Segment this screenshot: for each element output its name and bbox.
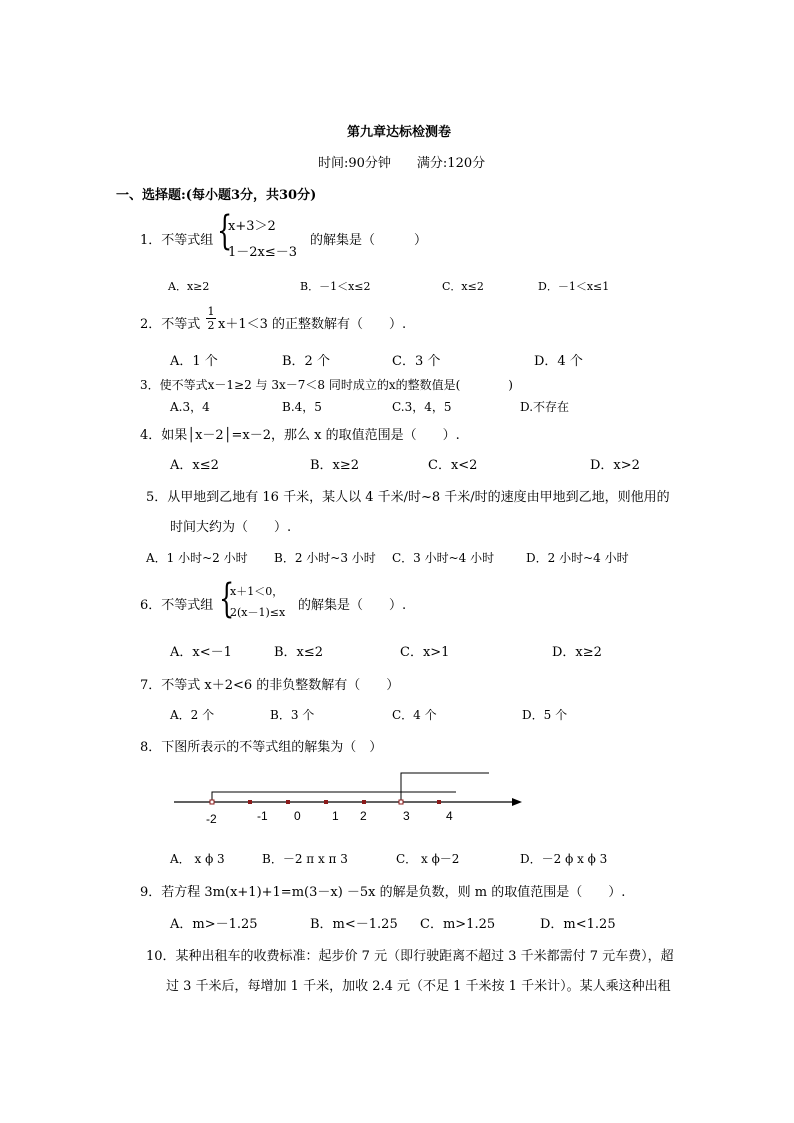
question-text: 1．不等式组 (140, 233, 214, 248)
question-text: 的解集是（ ）. (298, 598, 407, 613)
option-a[interactable]: A．x<－1 (170, 645, 232, 660)
inequality-line: 1－2x≤－3 (228, 245, 298, 260)
question-text: 7．不等式 x＋2<6 的非负整数解有（ ） (140, 678, 400, 693)
question-text: 时间大约为（ ）. (170, 520, 292, 535)
question-text: 9．若方程 3m(x+1)+1=m(3－x) －5x 的解是负数，则 m 的取值范围是（ ）. (140, 885, 626, 900)
question-text: 3．使不等式x－1≥2 与 3x－7＜8 同时成立的x的整数值是( ) (140, 378, 513, 392)
bracket-right (401, 773, 489, 802)
option-d[interactable]: D．x>2 (590, 458, 640, 473)
exam-info: 时间:90分钟 满分:120分 (318, 156, 486, 171)
option-d[interactable]: D．－2 ϕ x ϕ 3 (520, 852, 608, 866)
axis-arrow-icon (512, 798, 522, 806)
denominator: 2 (207, 319, 215, 332)
option-a[interactable]: A．x≤2 (170, 458, 219, 473)
axis-label: 4 (446, 809, 453, 823)
question-text: 5．从甲地到乙地有 16 千米，某人以 4 千米/时~8 千米/时的速度由甲地到乙地，则他用的 (146, 490, 670, 505)
option-b[interactable]: B．－2 π x π 3 (262, 852, 348, 866)
option-c[interactable]: C.3，4，5 (392, 400, 452, 414)
question-text: 6．不等式组 (140, 598, 214, 613)
option-d[interactable]: D．5 个 (522, 708, 568, 722)
option-c[interactable]: C．m>1.25 (420, 917, 496, 932)
option-d[interactable]: D．x≥2 (552, 645, 602, 660)
brace-symbol: { (219, 576, 235, 622)
number-line-diagram (170, 766, 530, 830)
section-heading: 一、选择题:(每小题3分，共30分) (116, 188, 317, 203)
option-a[interactable]: A．1 个 (170, 354, 218, 369)
point-marker (248, 800, 252, 804)
question-text: 8．下图所表示的不等式组的解集为（ ） (140, 740, 383, 755)
point-marker (362, 800, 366, 804)
option-c[interactable]: C．x≤2 (442, 280, 484, 293)
option-a[interactable]: A．1 小时~2 小时 (146, 551, 248, 565)
point-marker (399, 800, 403, 804)
option-b[interactable]: B．x≤2 (274, 645, 324, 660)
inequality-line: x+3＞2 (228, 219, 276, 234)
fraction (206, 305, 216, 332)
option-c[interactable]: C．x<2 (428, 458, 478, 473)
question-text: x＋1＜3 的正整数解有（ ）. (218, 317, 407, 332)
option-b[interactable]: B．－1＜x≤2 (300, 280, 371, 293)
axis-label: -2 (206, 812, 217, 826)
point-marker (437, 800, 441, 804)
option-d[interactable]: D．4 个 (534, 354, 583, 369)
option-a[interactable]: A．2 个 (170, 708, 215, 722)
inequality-line: x＋1＜0， (230, 585, 284, 598)
option-b[interactable]: B．3 个 (270, 708, 315, 722)
option-d[interactable]: D.不存在 (520, 400, 570, 414)
option-c[interactable]: C． x ϕ－2 (396, 852, 460, 866)
option-d[interactable]: D．－1＜x≤1 (538, 280, 610, 293)
page-title: 第九章达标检测卷 (347, 125, 452, 140)
option-a[interactable]: A.3，4 (170, 400, 210, 414)
axis-label: 2 (360, 809, 367, 823)
option-c[interactable]: C．x>1 (400, 645, 450, 660)
option-b[interactable]: B．2 小时~3 小时 (274, 551, 376, 565)
question-text: 2．不等式 (140, 317, 201, 332)
question-text: 的解集是（ ） (310, 233, 428, 248)
option-c[interactable]: C．4 个 (392, 708, 437, 722)
option-a[interactable]: A．m>－1.25 (170, 917, 258, 932)
option-a[interactable]: A．x≥2 (168, 280, 210, 293)
axis-label: 3 (403, 809, 410, 823)
inequality-line: 2(x－1)≤x (230, 606, 286, 619)
question-text: 过 3 千米后，每增加 1 千米，加收 2.4 元（不足 1 千米按 1 千米计）。某人乘这种出租 (166, 979, 671, 994)
option-b[interactable]: B．m<－1.25 (310, 917, 398, 932)
option-b[interactable]: B.4，5 (282, 400, 322, 414)
brace-symbol: { (217, 208, 233, 254)
option-c[interactable]: C．3 小时~4 小时 (392, 551, 495, 565)
axis-label: 1 (332, 809, 339, 823)
point-marker (210, 800, 214, 804)
option-d[interactable]: D．m<1.25 (540, 917, 616, 932)
question-text: 10．某种出租车的收费标准：起步价 7 元（即行驶距离不超过 3 千米都需付 7 元车费），超 (146, 949, 674, 964)
numerator: 1 (207, 305, 215, 318)
question-text: 4．如果│x－2│=x－2，那么 x 的取值范围是（ ）. (140, 428, 460, 443)
point-marker (286, 800, 290, 804)
option-d[interactable]: D．2 小时~4 小时 (526, 551, 629, 565)
option-c[interactable]: C．3 个 (392, 354, 441, 369)
option-b[interactable]: B．x≥2 (310, 458, 360, 473)
option-a[interactable]: A． x ϕ 3 (170, 852, 225, 866)
axis-label: -1 (257, 809, 268, 823)
axis-label: 0 (294, 809, 301, 823)
point-marker (324, 800, 328, 804)
option-b[interactable]: B．2 个 (282, 354, 330, 369)
